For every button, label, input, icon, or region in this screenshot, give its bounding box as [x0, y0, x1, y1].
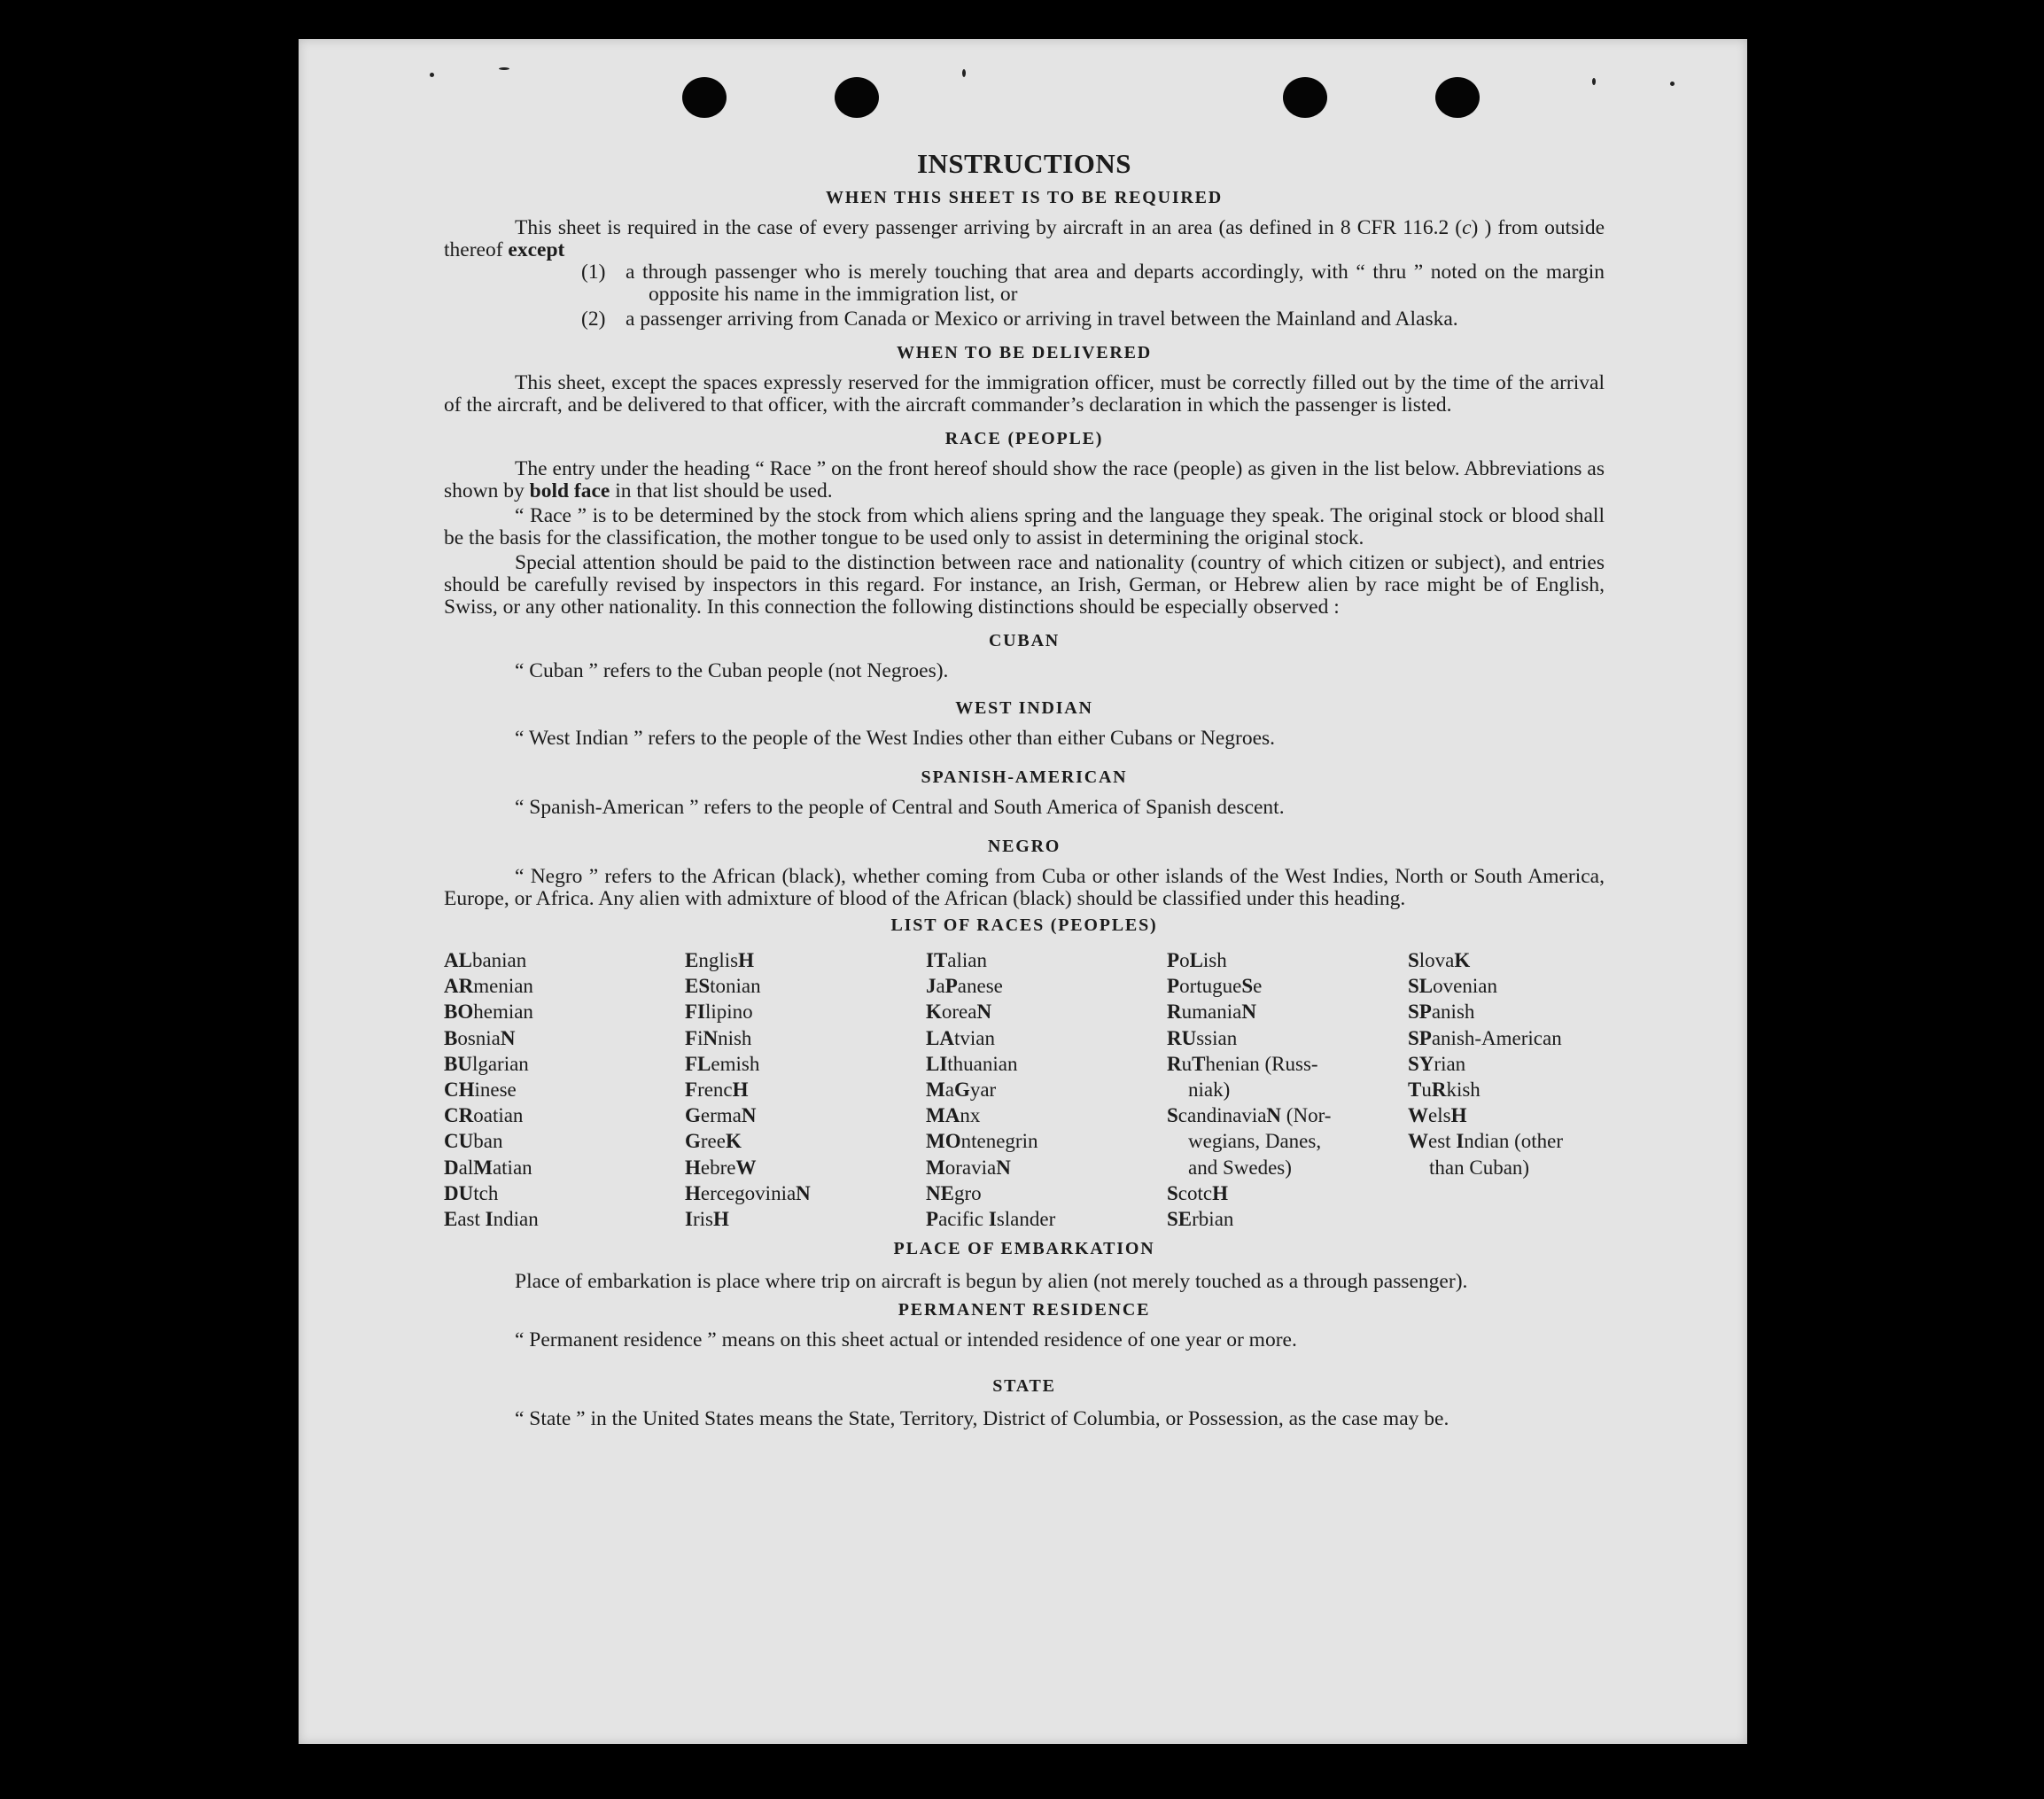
race-entry: KoreaN — [926, 1001, 992, 1024]
race-entry: GermaN — [685, 1104, 757, 1127]
paragraph: “ Cuban ” refers to the Cuban people (not Negroes). — [515, 659, 949, 682]
punch-hole — [1283, 77, 1327, 118]
race-entry: SYrian — [1408, 1052, 1466, 1075]
race-entry: ITalian — [926, 949, 987, 971]
paragraph: Special attention should be paid to the distinction between race and nationality (country of which citizen or subject), and entries should be carefully revised by inspectors in this regard. For instance, an Irish, German, or Hebrew alien by race might be of English, Swiss, or any other nationality. In this connection the following distinctions should be especially observed : — [444, 551, 1605, 619]
speck — [1592, 78, 1596, 85]
race-entry: EStonian — [685, 975, 761, 998]
race-entry: ARmenian — [444, 975, 533, 998]
section-heading: SPANISH-AMERICAN — [921, 767, 1128, 787]
race-entry: FIlipino — [685, 1001, 753, 1024]
race-entry: MOntenegrin — [926, 1130, 1038, 1153]
race-entry: wegians, Danes, — [1188, 1130, 1322, 1153]
paragraph: “ Permanent residence ” means on this sheet actual or intended residence of one year or more. — [515, 1328, 1297, 1352]
section-heading: RACE (PEOPLE) — [944, 429, 1104, 448]
race-entry: WelsH — [1408, 1104, 1467, 1127]
race-entry: EnglisH — [685, 949, 754, 971]
race-entry: FiNnish — [685, 1026, 752, 1049]
race-entry: East Indian — [444, 1208, 539, 1231]
race-entry: HercegoviniaN — [685, 1181, 811, 1204]
race-entry: TuRkish — [1408, 1079, 1481, 1102]
race-entry: NEgro — [926, 1181, 982, 1204]
race-entry: BUlgarian — [444, 1052, 529, 1075]
race-entry: CRoatian — [444, 1104, 524, 1127]
instructions-text — [444, 149, 1605, 1432]
section-heading: WHEN THIS SHEET IS TO BE REQUIRED — [825, 188, 1224, 207]
races-table — [444, 947, 1605, 1232]
document-page — [299, 39, 1747, 1744]
race-column — [1408, 947, 1620, 1232]
race-entry: JaPanese — [926, 975, 1003, 998]
paragraph: “ Race ” is to be determined by the stock from which aliens spring and the language they speak. The original stock or blood shall be the basis for the classification, the mother tongue to be used only to assist in determining the original stock. — [444, 504, 1605, 549]
race-entry: CHinese — [444, 1079, 517, 1102]
speck — [430, 73, 434, 77]
race-entry: IrisH — [685, 1208, 729, 1231]
punch-hole — [1435, 77, 1480, 118]
paragraph: Place of embarkation is place where trip on aircraft is begun by alien (not merely touched as a through passenger). — [515, 1270, 1468, 1294]
race-entry: GreeK — [685, 1130, 742, 1153]
section-heading: LIST OF RACES (PEOPLES) — [890, 915, 1158, 935]
race-entry: CUban — [444, 1130, 503, 1153]
section-heading: NEGRO — [987, 837, 1061, 856]
paragraph: This sheet is required in the case of every passenger arriving by aircraft in an area (as defined in 8 CFR 116.2 (c) ) from outside thereof except — [444, 216, 1605, 261]
paragraph: “ Spanish-American ” refers to the people of Central and South America of Spanish descent. — [515, 796, 1285, 819]
paragraph: “ West Indian ” refers to the people of the West Indies other than either Cubans or Negroes. — [515, 727, 1276, 750]
race-column — [1167, 947, 1408, 1232]
paragraph: “ Negro ” refers to the African (black), whether coming from Cuba or other islands of the West Indies, North or South America, Europe, or Africa. Any alien with admixture of blood of the African (black) should be classified under this heading. — [444, 865, 1605, 910]
race-entry: DUtch — [444, 1181, 499, 1204]
race-entry: SlovaK — [1408, 949, 1471, 971]
paragraph: This sheet, except the spaces expressly reserved for the immigration officer, must be correctly filled out by the time of the arrival of the aircraft, and be delivered to that officer, with the aircraft commander’s declaration in which the passenger is listed. — [444, 371, 1605, 417]
race-entry: MaGyar — [926, 1079, 997, 1102]
punch-hole — [835, 77, 879, 118]
race-entry: SPanish — [1408, 1001, 1475, 1024]
race-entry: SLovenian — [1408, 975, 1497, 998]
section-heading: WEST INDIAN — [955, 698, 1093, 718]
race-entry: West Indian (other — [1408, 1130, 1564, 1153]
section-heading: PLACE OF EMBARKATION — [893, 1239, 1155, 1259]
race-entry: Pacific Islander — [926, 1208, 1056, 1231]
race-entry: ScotcH — [1167, 1181, 1228, 1204]
speck — [1670, 82, 1675, 86]
race-entry: niak) — [1188, 1079, 1231, 1102]
race-entry: LAtvian — [926, 1026, 995, 1049]
speck — [499, 67, 509, 70]
paragraph: The entry under the heading “ Race ” on the front hereof should show the race (people) as given in the list below. Abbreviations as shown by bold face in that list should be used. — [444, 457, 1605, 502]
race-entry: DalMatian — [444, 1156, 532, 1179]
race-entry: PoLish — [1167, 949, 1227, 971]
paragraph: “ State ” in the United States means the State, Territory, District of Columbia, or Possession, as the case may be. — [515, 1407, 1449, 1431]
race-column — [685, 947, 926, 1232]
speck — [962, 69, 966, 77]
race-entry: than Cuban) — [1429, 1156, 1530, 1179]
section-heading: STATE — [992, 1376, 1056, 1397]
list-item: (2) a passenger arriving from Canada or Mexico or arriving in travel between the Mainland and Alaska. — [581, 308, 1458, 331]
race-entry: ScandinaviaN (Nor- — [1167, 1104, 1332, 1127]
race-column — [926, 947, 1167, 1232]
section-heading: PERMANENT RESIDENCE — [898, 1300, 1151, 1320]
race-column — [444, 947, 685, 1232]
section-heading: CUBAN — [988, 631, 1061, 650]
race-entry: SPanish-American — [1408, 1026, 1562, 1049]
race-entry: RumaniaN — [1167, 1001, 1256, 1024]
race-entry: RuThenian (Russ- — [1167, 1052, 1318, 1075]
race-entry: MAnx — [926, 1104, 981, 1127]
race-entry: and Swedes) — [1188, 1156, 1292, 1179]
race-entry: HebreW — [685, 1156, 757, 1179]
list-item: (1) a through passenger who is merely touching that area and departs accordingly, with “ thru ” noted on the margin opposite his name in the immigration list, or — [581, 261, 1605, 306]
race-entry: PortugueSe — [1167, 975, 1263, 998]
race-entry: ALbanian — [444, 949, 527, 971]
race-entry: SErbian — [1167, 1208, 1234, 1231]
race-entry: LIthuanian — [926, 1052, 1018, 1075]
page-title: INSTRUCTIONS — [916, 148, 1131, 179]
race-entry: RUssian — [1167, 1026, 1238, 1049]
race-entry: FLemish — [685, 1052, 760, 1075]
punch-hole — [682, 77, 727, 118]
race-entry: BosniaN — [444, 1026, 516, 1049]
section-heading: WHEN TO BE DELIVERED — [896, 343, 1153, 362]
race-entry: BOhemian — [444, 1001, 533, 1024]
race-entry: FrencH — [685, 1079, 749, 1102]
race-entry: MoraviaN — [926, 1156, 1011, 1179]
